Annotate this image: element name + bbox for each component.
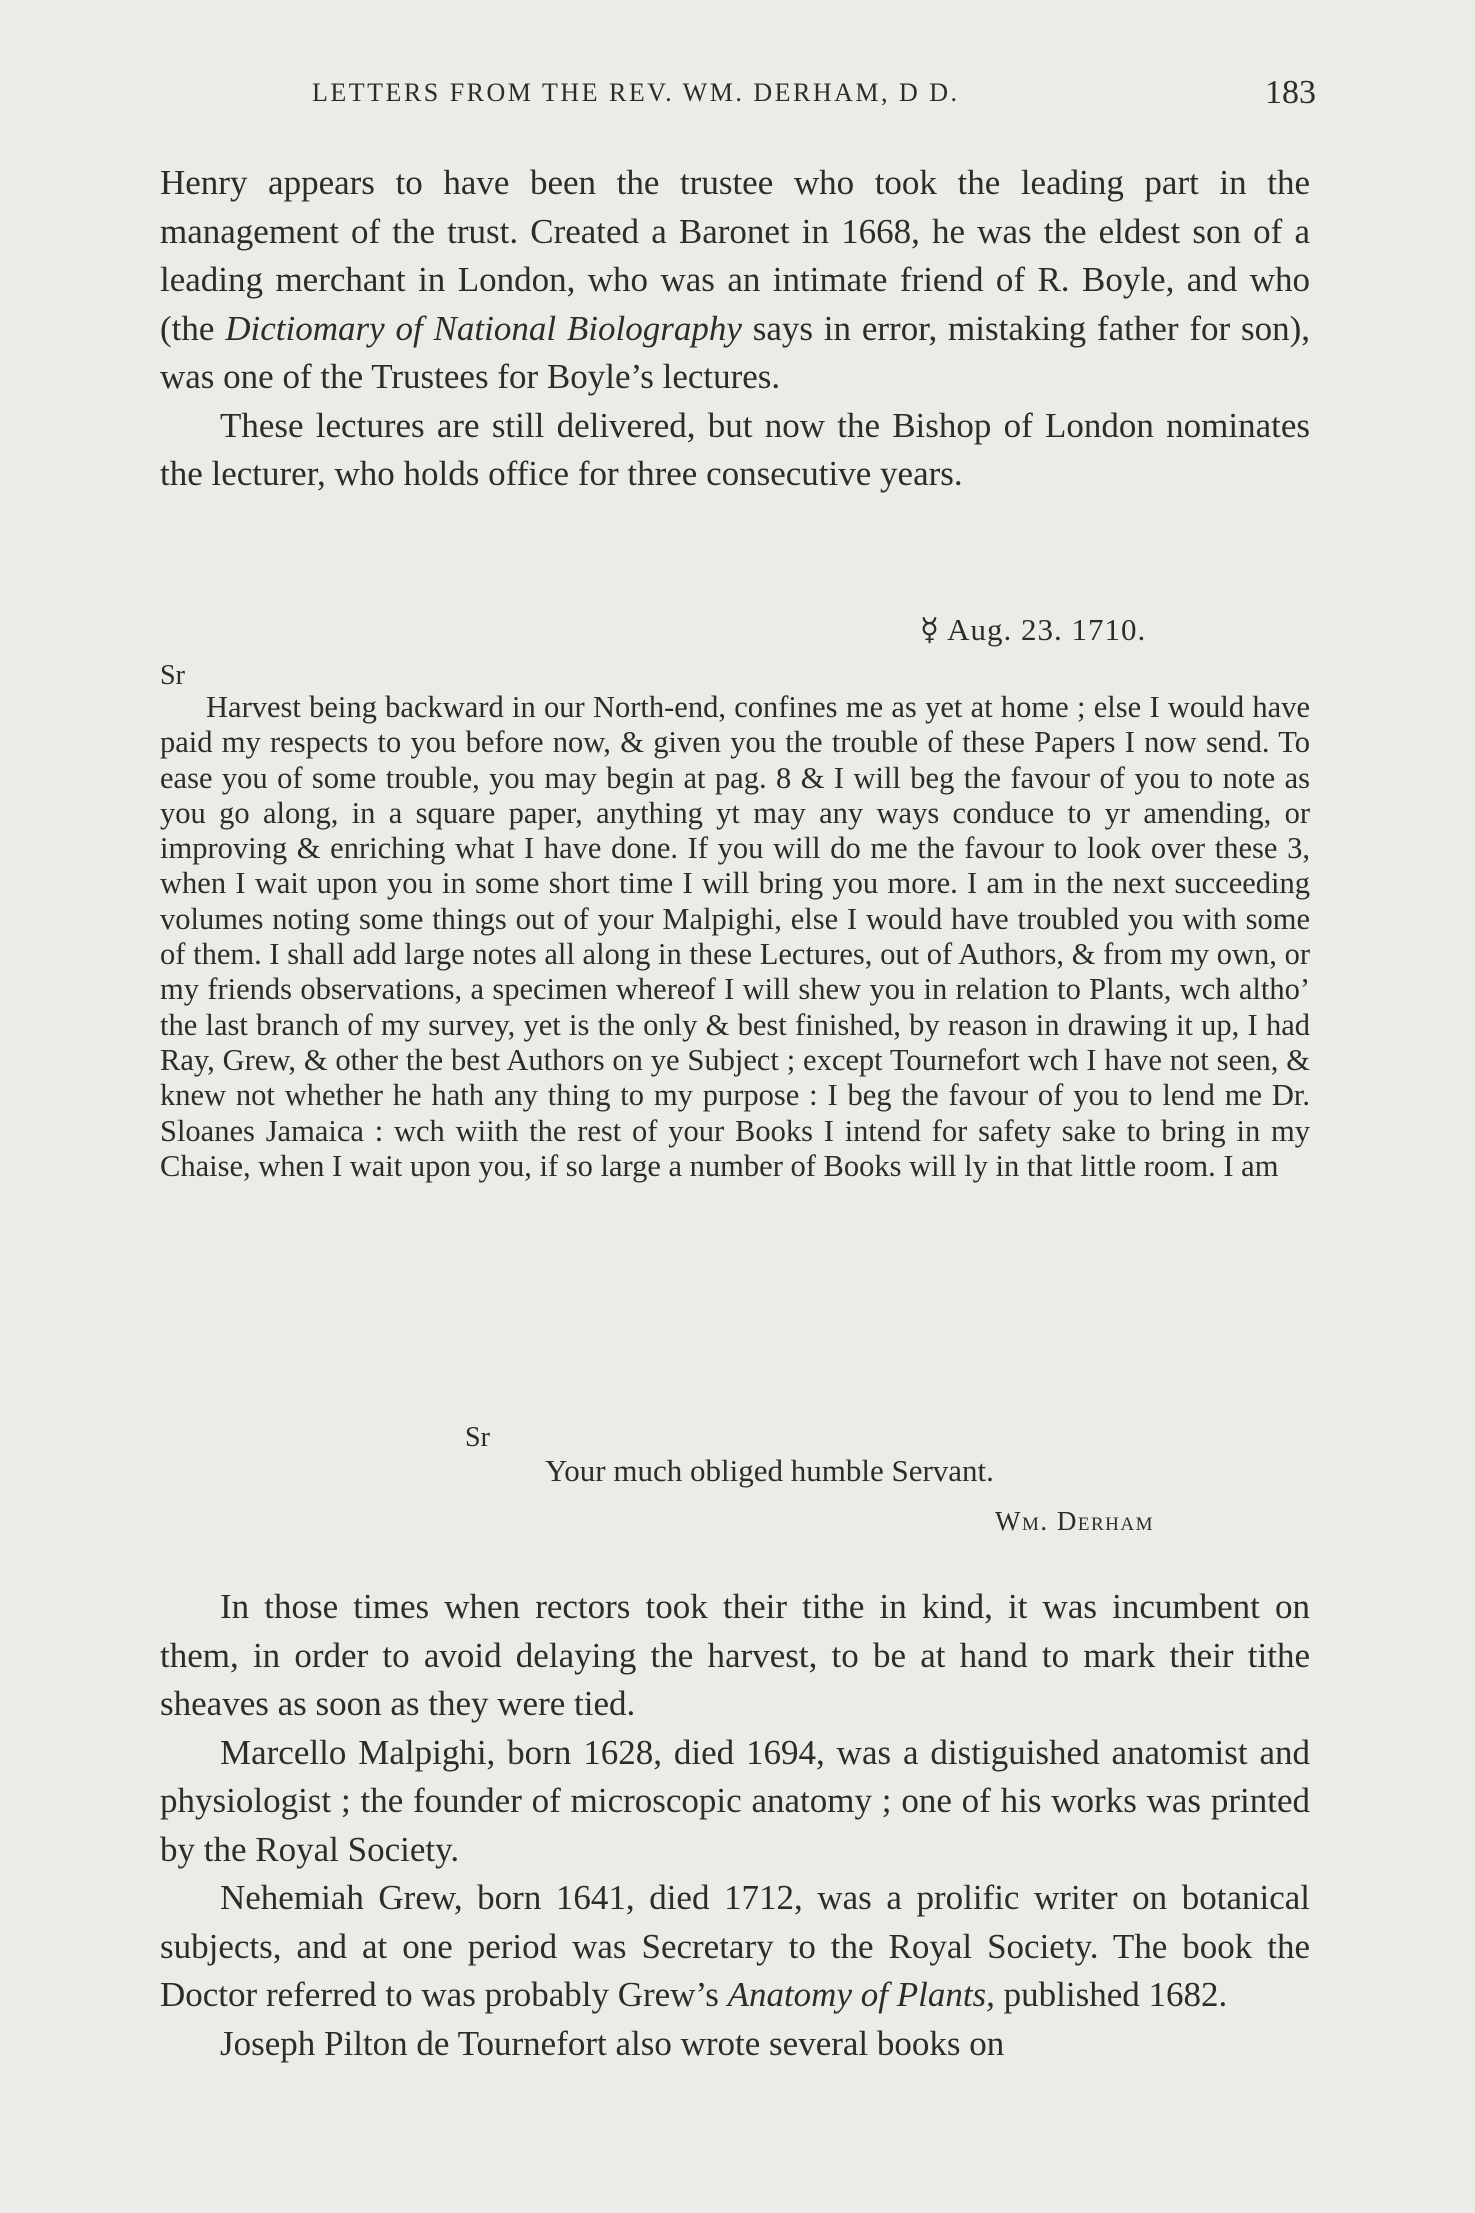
closing-salutation: Sr [465,1422,490,1453]
running-title: LETTERS FROM THE REV. WM. DERHAM, D D. [312,78,960,107]
page-number: 183 [1265,74,1316,111]
note-harvest: In those times when rectors took their tithe in kind, it was incumbent on them, in order to avoid delaying the harvest, to be at hand to mark their tithe sheaves as soon as they were tied. [160,1587,1310,1723]
note-malpighi: Marcello Malpighi, born 1628, died 1694, was a distiguished anatomist and physiologist ; the founder of microscopic anatomy ; one of his works was printed by the Royal Society. [160,1732,1310,1869]
intro-paragraph-1: Henry appears to have been the trustee who took the leading part in the management of the trust. Created a Baronet in 1668, he was the eldest son of a leading merchant in London, who was an intimate friend of R. Boyle, and who (the Dictiomary of National Biolography says in error, mistaking father for son), was one of the Trustees for Boyle’s lectures. [160,163,1311,396]
intro-paragraph-2: These lectures are still delivered, but now the Bishop of London nominates the lecturer, who holds office for three consecutive years. [160,405,1310,493]
letter-date: ☿ Aug. 23. 1710. [920,612,1147,647]
note-grew: Nehemiah Grew, born 1641, died 1712, was a prolific writer on botanical subjects, and at one period was Secretary to the Royal Society. The book the Doctor referred to was probably Grew’s Anatomy of Plants, published 1682. [160,1878,1310,2014]
dictionary-title: Dictiomary of National Biolography [225,308,742,348]
letter-body [160,690,1310,1184]
notes-text [160,1583,1310,2068]
letter-salutation: Sr [160,660,185,691]
letter-closing: Your much obliged humble Servant. [545,1453,994,1488]
note-tournefort: Joseph Pilton de Tournefort also wrote several books on [220,2023,1005,2063]
letter-signature: Wm. Derham [995,1506,1154,1536]
letter-paragraph: Harvest being backward in our North-end, confines me as yet at home ; else I would have paid my respects to you before now, & given you the trouble of these Papers I now send. To ease you of some trouble, you may begin at pag. 8 & I will beg the favour of you to note as you go along, in a square paper, anything yt may any ways conduce to yr amending, or improving & enriching what I have done. If you will do me the favour to look over these 3, when I wait upon you in some short time I will bring you more. I am in the next succeeding volumes noting some things out of your Malpighi, else I would have troubled you with some of them. I shall add large notes all along in these Lectures, out of Authors, & from my own, or my friends observations, a specimen whereof I will shew you in relation to Plants, wch altho’ the last branch of my survey, yet is the only & best finished, by reason in drawing it up, I had Ray, Grew, & other the best Authors on ye Subject ; except Tournefort wch I have not seen, & knew not whether he hath any thing to my purpose : I beg the favour of you to lend me Dr. Sloanes Jamaica : wch wiith the rest of your Books I intend for safety sake to bring in my Chaise, when I wait upon you, if so large a number of Books will ly in that little room. I am [160,690,1310,1183]
anatomy-title: Anatomy of Plants, [727,1975,995,2014]
running-head [160,74,1316,118]
intro-text [160,159,1310,499]
